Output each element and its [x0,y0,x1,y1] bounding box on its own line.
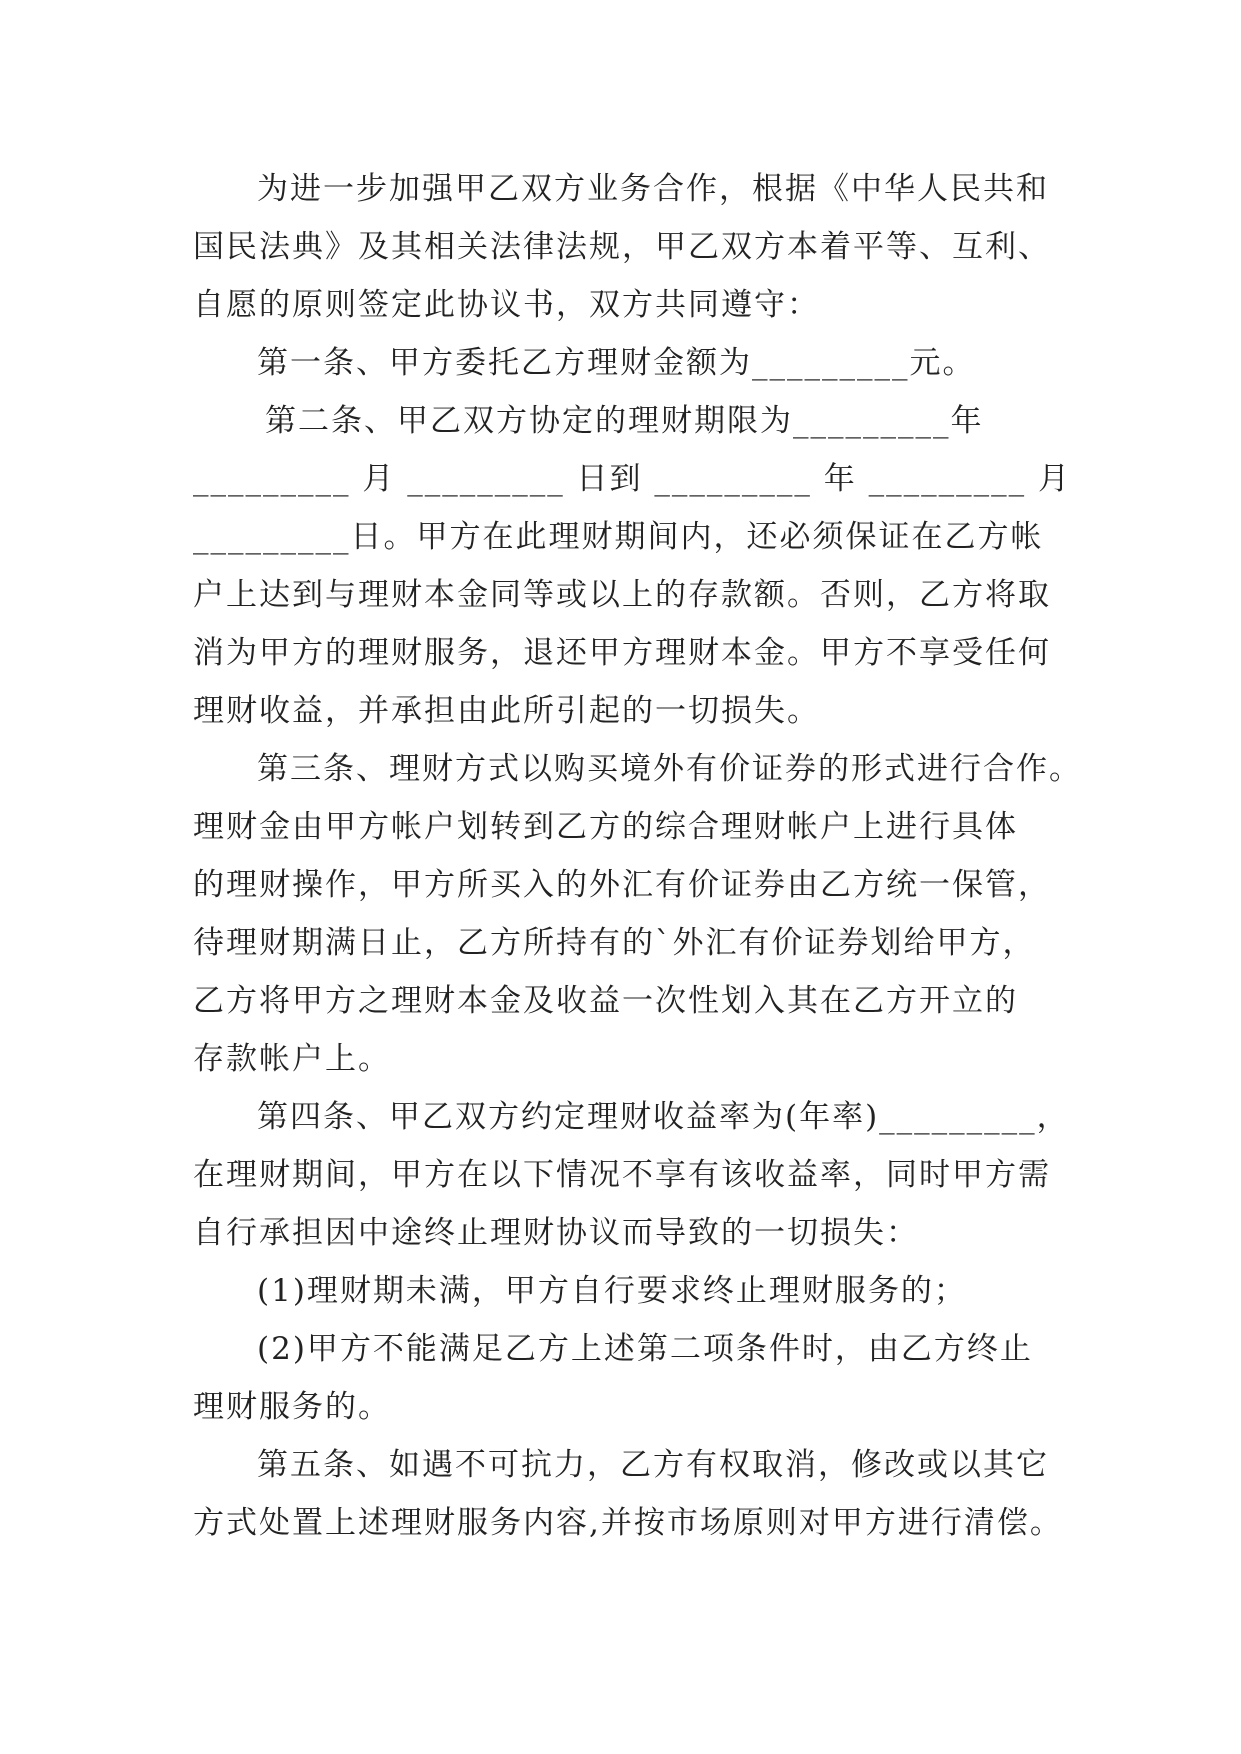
article-4-line-1: 第四条、甲乙双方约定理财收益率为(年率)_________， [257,1099,1070,1135]
article-3-line-6: 存款帐户上。 [193,1041,391,1077]
article-2-line-2: _________ 月 _________ 日到 _________ 年 _________ 月 [193,461,1071,497]
article-4-item-2-line-1: (2)甲方不能满足乙方上述第二项条件时，由乙方终止 [257,1331,1033,1367]
article-4-item-2-line-2: 理财服务的。 [193,1389,391,1425]
article-3-line-5: 乙方将甲方之理财本金及收益一次性划入其在乙方开立的 [193,983,1018,1019]
article-2-line-6: 理财收益，并承担由此所引起的一切损失。 [193,693,820,729]
text-line-1: 为进一步加强甲乙双方业务合作，根据《中华人民共和 [257,171,1049,207]
article-2-line-4: 户上达到与理财本金同等或以上的存款额。否则，乙方将取 [193,577,1051,613]
article-4-line-3: 自行承担因中途终止理财协议而导致的一切损失： [193,1215,919,1251]
article-3-line-4: 待理财期满日止，乙方所持有的`外汇有价证券划给甲方， [193,925,1036,961]
article-5-line-2: 方式处置上述理财服务内容,并按市场原则对甲方进行清偿。 [193,1505,1063,1541]
text-line-2: 国民法典》及其相关法律法规，甲乙双方本着平等、互利、 [193,229,1051,265]
article-4-line-2: 在理财期间，甲方在以下情况不享有该收益率，同时甲方需 [193,1157,1051,1193]
article-2-line-3: _________日。甲方在此理财期间内，还必须保证在乙方帐 [193,519,1044,555]
article-2-line-5: 消为甲方的理财服务，退还甲方理财本金。甲方不享受任何 [193,635,1051,671]
article-3-line-3: 的理财操作，甲方所买入的外汇有价证券由乙方统一保管， [193,867,1051,903]
document-body [193,160,1082,1552]
text-line-3: 自愿的原则签定此协议书，双方共同遵守： [193,287,820,323]
article-5-line-1: 第五条、如遇不可抗力，乙方有权取消，修改或以其它 [257,1447,1049,1483]
article-2-line-1: 第二条、甲乙双方协定的理财期限为_________年 [265,403,984,439]
article-1-line: 第一条、甲方委托乙方理财金额为_________元。 [257,345,976,381]
article-3-line-2: 理财金由甲方帐户划转到乙方的综合理财帐户上进行具体 [193,809,1018,845]
article-3-line-1: 第三条、理财方式以购买境外有价证券的形式进行合作。 [257,751,1082,787]
article-4-item-1: (1)理财期未满，甲方自行要求终止理财服务的； [257,1273,967,1309]
